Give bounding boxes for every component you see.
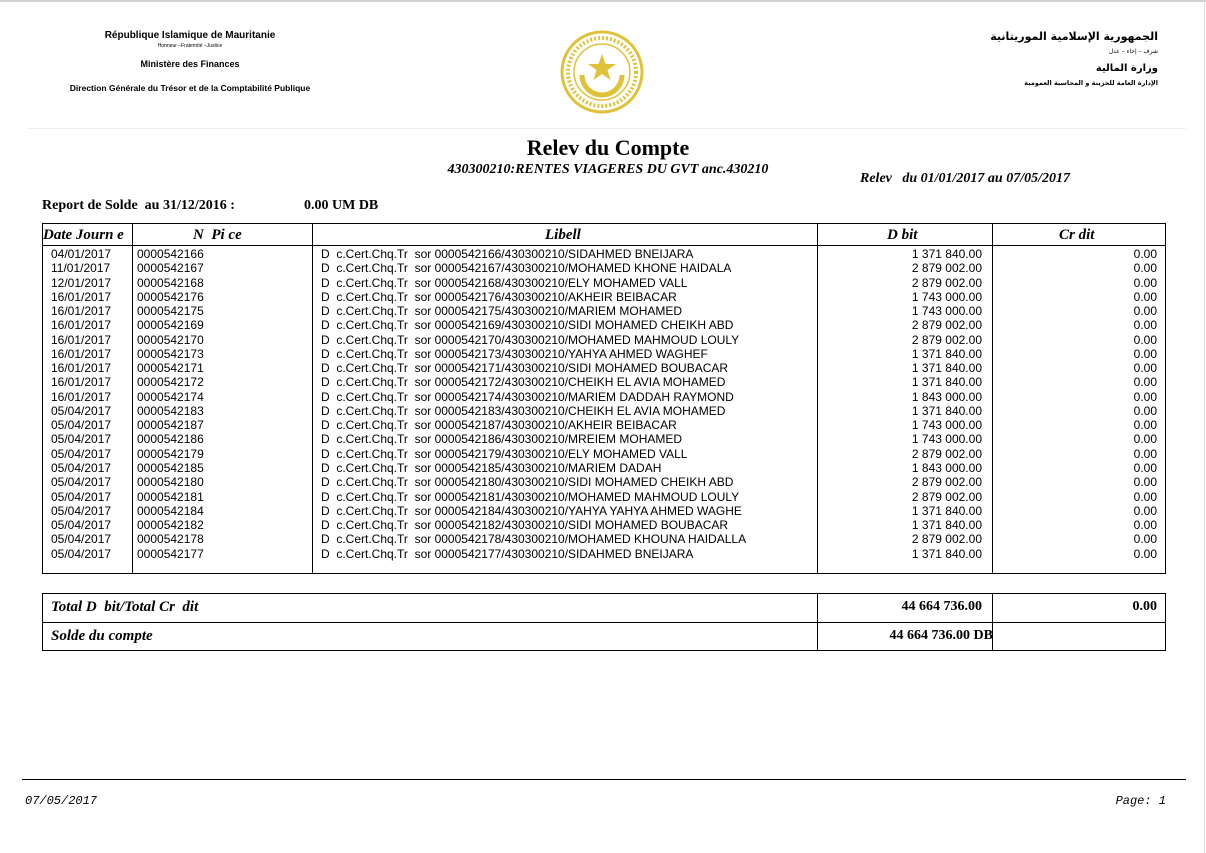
cell-libelle: D c.Cert.Chq.Tr sor 0000542187/430300210/AKHEIR BEIBACAR xyxy=(321,418,677,433)
cell-date: 16/01/2017 xyxy=(51,289,112,304)
cell-debit: 2 879 002.00 xyxy=(911,261,982,276)
header-libelle: Libell xyxy=(545,227,581,243)
cell-date: 05/04/2017 xyxy=(51,475,112,490)
cell-libelle: D c.Cert.Chq.Tr sor 0000542184/430300210/YAHYA YAHYA AHMED WAGHE xyxy=(321,503,742,518)
cell-libelle: D c.Cert.Chq.Tr sor 0000542179/430300210/ELY MOHAMED VALL xyxy=(321,446,688,461)
table-row xyxy=(43,447,1165,461)
table-row xyxy=(43,375,1165,389)
cell-libelle: D c.Cert.Chq.Tr sor 0000542183/430300210/CHEIKH EL AVIA MOHAMED xyxy=(321,403,726,418)
ministry-ar: وزارة المالية xyxy=(1095,63,1158,74)
cell-credit: 0.00 xyxy=(1133,418,1157,433)
top-border xyxy=(0,0,1206,2)
cell-debit: 1 843 000.00 xyxy=(911,389,982,404)
cell-date: 16/01/2017 xyxy=(51,346,112,361)
table-row xyxy=(43,518,1165,532)
cell-credit: 0.00 xyxy=(1133,332,1157,347)
cell-date: 16/01/2017 xyxy=(51,361,112,376)
cell-piece: 0000542179 xyxy=(137,446,204,461)
cell-credit: 0.00 xyxy=(1133,446,1157,461)
ministry-fr: Ministère des Finances xyxy=(140,59,240,69)
cell-debit: 1 371 840.00 xyxy=(911,546,982,561)
table-row xyxy=(43,547,1165,561)
table-row xyxy=(43,247,1165,261)
table-row xyxy=(43,504,1165,518)
cell-piece: 0000542182 xyxy=(137,518,204,533)
cell-debit: 1 371 840.00 xyxy=(911,375,982,390)
cell-credit: 0.00 xyxy=(1133,475,1157,490)
cell-libelle: D c.Cert.Chq.Tr sor 0000542175/430300210/MARIEM MOHAMED xyxy=(321,304,683,319)
cell-date: 05/04/2017 xyxy=(51,546,112,561)
period-label: Relev du 01/01/2017 au 07/05/2017 xyxy=(860,171,1070,186)
table-row xyxy=(43,304,1165,318)
cell-debit: 1 743 000.00 xyxy=(911,304,982,319)
cell-debit: 1 843 000.00 xyxy=(911,460,982,475)
cell-credit: 0.00 xyxy=(1133,403,1157,418)
totals-col-divider xyxy=(817,594,818,650)
header-arabic xyxy=(958,30,1158,87)
table-row xyxy=(43,461,1165,475)
table-row xyxy=(43,490,1165,504)
motto-ar: شرف – إخاء – عدل xyxy=(1108,48,1158,55)
cell-date: 05/04/2017 xyxy=(51,403,112,418)
cell-piece: 0000542173 xyxy=(137,346,204,361)
footer-date: 07/05/2017 xyxy=(25,794,98,808)
cell-libelle: D c.Cert.Chq.Tr sor 0000542177/430300210/SIDAHMED BNEIJARA xyxy=(321,546,694,561)
cell-credit: 0.00 xyxy=(1133,432,1157,447)
cell-credit: 0.00 xyxy=(1133,532,1157,547)
direction-ar: الإدارة العامة للخزينة و المحاسبة العمومية xyxy=(1024,79,1158,87)
cell-date: 16/01/2017 xyxy=(51,389,112,404)
table-row xyxy=(43,418,1165,432)
table-row xyxy=(43,532,1165,546)
cell-date: 05/04/2017 xyxy=(51,418,112,433)
header-divider xyxy=(43,245,1165,246)
cell-date: 05/04/2017 xyxy=(51,489,112,504)
table-row xyxy=(43,475,1165,489)
cell-credit: 0.00 xyxy=(1133,375,1157,390)
total-credit: 0.00 xyxy=(1132,599,1157,614)
cell-libelle: D c.Cert.Chq.Tr sor 0000542185/430300210/MARIEM DADAH xyxy=(321,460,662,475)
cell-debit: 2 879 002.00 xyxy=(911,446,982,461)
cell-libelle: D c.Cert.Chq.Tr sor 0000542170/430300210/MOHAMED MAHMOUD LOULY xyxy=(321,332,740,347)
cell-libelle: D c.Cert.Chq.Tr sor 0000542180/430300210/SIDI MOHAMED CHEIKH ABD xyxy=(321,475,734,490)
table-row xyxy=(43,290,1165,304)
cell-libelle: D c.Cert.Chq.Tr sor 0000542167/430300210/MOHAMED KHONE HAIDALA xyxy=(321,261,732,276)
cell-debit: 2 879 002.00 xyxy=(911,275,982,290)
cell-date: 11/01/2017 xyxy=(51,261,111,276)
cell-libelle: D c.Cert.Chq.Tr sor 0000542182/430300210/SIDI MOHAMED BOUBACAR xyxy=(321,518,729,533)
report-solde-label: Report de Solde au 31/12/2016 : xyxy=(42,198,235,213)
cell-libelle: D c.Cert.Chq.Tr sor 0000542169/430300210/SIDI MOHAMED CHEIKH ABD xyxy=(321,318,734,333)
table-row xyxy=(43,276,1165,290)
cell-libelle: D c.Cert.Chq.Tr sor 0000542173/430300210/YAHYA AHMED WAGHEF xyxy=(321,346,708,361)
cell-piece: 0000542171 xyxy=(137,361,204,376)
cell-credit: 0.00 xyxy=(1133,304,1157,319)
table-row xyxy=(43,361,1165,375)
cell-date: 16/01/2017 xyxy=(51,304,112,319)
cell-date: 12/01/2017 xyxy=(51,275,112,290)
document-title: Relev du Compte xyxy=(526,135,690,160)
cell-debit: 1 371 840.00 xyxy=(911,503,982,518)
right-border xyxy=(1204,0,1205,853)
header-debit: D bit xyxy=(887,227,918,243)
cell-piece: 0000542177 xyxy=(137,546,204,561)
cell-credit: 0.00 xyxy=(1133,346,1157,361)
cell-credit: 0.00 xyxy=(1133,503,1157,518)
cell-credit: 0.00 xyxy=(1133,261,1157,276)
cell-piece: 0000542167 xyxy=(137,261,204,276)
footer-rule xyxy=(22,779,1186,780)
cell-piece: 0000542175 xyxy=(137,304,204,319)
total-label: Total D bit/Total Cr dit xyxy=(51,599,199,615)
cell-debit: 2 879 002.00 xyxy=(911,475,982,490)
cell-piece: 0000542185 xyxy=(137,460,204,475)
cell-piece: 0000542184 xyxy=(137,503,204,518)
cell-credit: 0.00 xyxy=(1133,546,1157,561)
solde-label: Solde du compte xyxy=(51,628,153,644)
cell-debit: 1 743 000.00 xyxy=(911,418,982,433)
cell-credit: 0.00 xyxy=(1133,389,1157,404)
header-french xyxy=(40,30,340,93)
cell-libelle: D c.Cert.Chq.Tr sor 0000542186/430300210/MREIEM MOHAMED xyxy=(321,432,683,447)
cell-credit: 0.00 xyxy=(1133,361,1157,376)
cell-libelle: D c.Cert.Chq.Tr sor 0000542166/430300210/SIDAHMED BNEIJARA xyxy=(321,247,694,261)
cell-piece: 0000542176 xyxy=(137,289,204,304)
table-row xyxy=(43,261,1165,275)
cell-credit: 0.00 xyxy=(1133,289,1157,304)
cell-date: 05/04/2017 xyxy=(51,532,112,547)
cell-piece: 0000542170 xyxy=(137,332,204,347)
account-label: 430300210:RENTES VIAGERES DU GVT anc.430210 xyxy=(447,162,769,177)
transactions-table xyxy=(42,223,1166,574)
cell-date: 05/04/2017 xyxy=(51,460,112,475)
cell-libelle: D c.Cert.Chq.Tr sor 0000542171/430300210/SIDI MOHAMED BOUBACAR xyxy=(321,361,729,376)
cell-date: 05/04/2017 xyxy=(51,432,112,447)
cell-date: 16/01/2017 xyxy=(51,332,112,347)
cell-debit: 1 371 840.00 xyxy=(911,346,982,361)
totals-divider xyxy=(43,622,1165,623)
cell-piece: 0000542187 xyxy=(137,418,204,433)
cell-date: 16/01/2017 xyxy=(51,318,112,333)
table-row xyxy=(43,390,1165,404)
cell-debit: 1 371 840.00 xyxy=(911,518,982,533)
report-solde-value: 0.00 UM DB xyxy=(304,198,379,213)
cell-date: 05/04/2017 xyxy=(51,503,112,518)
motto-fr: Honneur –Fraternité –Justice xyxy=(157,43,223,49)
cell-libelle: D c.Cert.Chq.Tr sor 0000542172/430300210/CHEIKH EL AVIA MOHAMED xyxy=(321,375,726,390)
table-row xyxy=(43,318,1165,332)
cell-piece: 0000542174 xyxy=(137,389,204,404)
table-row xyxy=(43,347,1165,361)
footer-page: Page: 1 xyxy=(1115,794,1166,808)
cell-libelle: D c.Cert.Chq.Tr sor 0000542168/430300210/ELY MOHAMED VALL xyxy=(321,275,688,290)
direction-fr: Direction Générale du Trésor et de la Comptabilité Publique xyxy=(69,83,311,93)
table-row xyxy=(43,432,1165,446)
cell-piece: 0000542186 xyxy=(137,432,204,447)
cell-piece: 0000542180 xyxy=(137,475,204,490)
cell-credit: 0.00 xyxy=(1133,247,1157,261)
cell-libelle: D c.Cert.Chq.Tr sor 0000542176/430300210/AKHEIR BEIBACAR xyxy=(321,289,677,304)
cell-debit: 1 371 840.00 xyxy=(911,361,982,376)
cell-libelle: D c.Cert.Chq.Tr sor 0000542181/430300210/MOHAMED MAHMOUD LOULY xyxy=(321,489,740,504)
cell-date: 05/04/2017 xyxy=(51,518,112,533)
cell-credit: 0.00 xyxy=(1133,460,1157,475)
cell-piece: 0000542183 xyxy=(137,403,204,418)
cell-libelle: D c.Cert.Chq.Tr sor 0000542178/430300210/MOHAMED KHOUNA HAIDALLA xyxy=(321,532,747,547)
cell-debit: 2 879 002.00 xyxy=(911,318,982,333)
cell-debit: 1 743 000.00 xyxy=(911,432,982,447)
cell-credit: 0.00 xyxy=(1133,489,1157,504)
cell-debit: 2 879 002.00 xyxy=(911,332,982,347)
cell-date: 16/01/2017 xyxy=(51,375,112,390)
table-body xyxy=(43,247,1165,561)
cell-piece: 0000542168 xyxy=(137,275,204,290)
country-name-ar: الجمهورية الإسلامية الموريتانية xyxy=(990,30,1158,43)
totals-box xyxy=(42,593,1166,651)
cell-date: 05/04/2017 xyxy=(51,446,112,461)
cell-debit: 2 879 002.00 xyxy=(911,489,982,504)
cell-debit: 1 371 840.00 xyxy=(911,247,982,261)
cell-piece: 0000542172 xyxy=(137,375,204,390)
solde-value: 44 664 736.00 DB xyxy=(889,628,993,643)
header-piece: N Pi ce xyxy=(193,227,242,243)
cell-piece: 0000542178 xyxy=(137,532,204,547)
cell-credit: 0.00 xyxy=(1133,318,1157,333)
cell-libelle: D c.Cert.Chq.Tr sor 0000542174/430300210/MARIEM DADDAH RAYMOND xyxy=(321,389,734,404)
header-date: Date Journ e xyxy=(43,227,124,243)
country-name-fr: République Islamique de Mauritanie xyxy=(104,30,276,41)
cell-credit: 0.00 xyxy=(1133,518,1157,533)
cell-debit: 1 743 000.00 xyxy=(911,289,982,304)
total-debit: 44 664 736.00 xyxy=(901,599,982,614)
national-seal xyxy=(560,30,644,114)
header-separator xyxy=(28,128,1186,129)
cell-piece: 0000542181 xyxy=(137,489,204,504)
cell-date: 04/01/2017 xyxy=(51,247,112,261)
cell-debit: 1 371 840.00 xyxy=(911,403,982,418)
cell-credit: 0.00 xyxy=(1133,275,1157,290)
table-row xyxy=(43,404,1165,418)
table-row xyxy=(43,333,1165,347)
cell-piece: 0000542169 xyxy=(137,318,204,333)
header-credit: Cr dit xyxy=(1059,227,1095,243)
cell-debit: 2 879 002.00 xyxy=(911,532,982,547)
cell-piece: 0000542166 xyxy=(137,247,204,261)
